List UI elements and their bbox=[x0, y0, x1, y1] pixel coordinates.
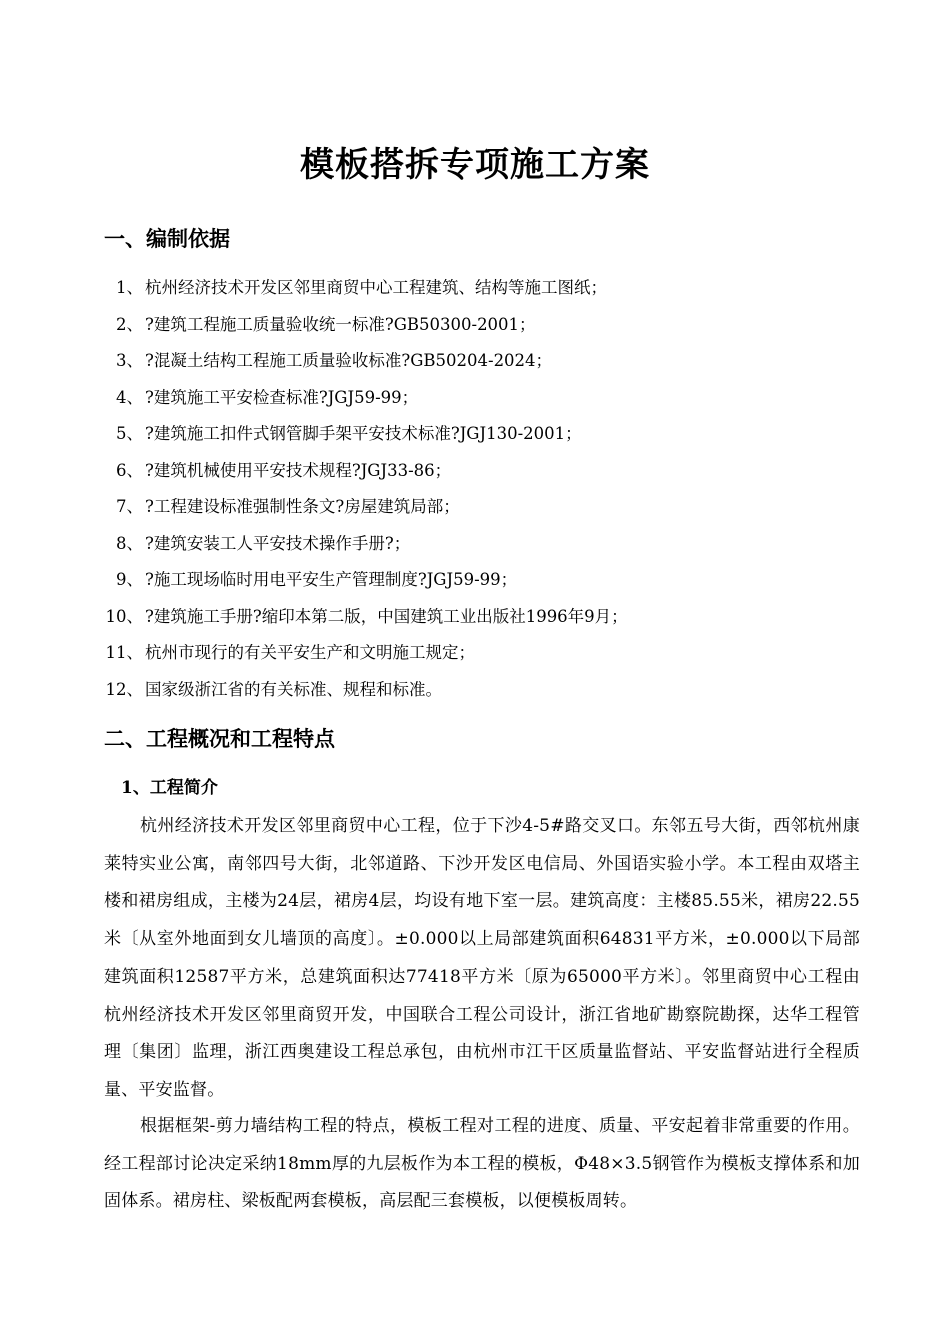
list-item bbox=[0, 274, 950, 311]
list-item-text: ?建筑施工手册?缩印本第二版，中国建筑工业出版社1996年9月； bbox=[145, 606, 628, 626]
list-item-number: 2、 bbox=[116, 314, 143, 334]
list-item-text: ?建筑安装工人平安技术操作手册?； bbox=[145, 533, 411, 553]
list-item-number: 9、 bbox=[116, 570, 143, 589]
list-item-number: 11、 bbox=[105, 643, 143, 662]
list-item bbox=[0, 420, 950, 457]
list-item-text: 杭州经济技术开发区邻里商贸中心工程建筑、结构等施工图纸； bbox=[145, 278, 607, 297]
list-item bbox=[0, 311, 950, 348]
list-item bbox=[0, 493, 950, 530]
list-item bbox=[0, 676, 950, 713]
list-item bbox=[0, 457, 950, 494]
list-item bbox=[0, 603, 950, 640]
list-item-number: 8、 bbox=[116, 533, 143, 553]
list-item-number: 6、 bbox=[116, 460, 143, 480]
subsection-heading-intro: 1、工程简介 bbox=[121, 778, 218, 798]
list-item bbox=[0, 639, 950, 676]
section-heading-overview: 二、工程概况和工程特点 bbox=[104, 726, 335, 751]
list-item bbox=[0, 347, 950, 384]
list-item-text: ?工程建设标准强制性条文?房屋建筑局部； bbox=[145, 497, 460, 516]
list-item-number: 12、 bbox=[105, 679, 143, 699]
list-item-text: ?建筑工程施工质量验收统一标准?GB50300-2001； bbox=[145, 314, 536, 334]
list-item-number: 3、 bbox=[116, 351, 143, 370]
list-item-text: 国家级浙江省的有关标准、规程和标准。 bbox=[145, 679, 442, 699]
list-item-number: 5、 bbox=[116, 424, 143, 443]
section-heading-basis: 一、编制依据 bbox=[104, 226, 230, 251]
paragraph-project-intro: 杭州经济技术开发区邻里商贸中心工程，位于下沙4-5#路交叉口。东邻五号大街，西邻杭州康莱特实业公寓，南邻四号大街，北邻道路、下沙开发区电信局、外国语实验小学。本工程由双塔主楼和裙房组成，主楼为24层，裙房4层，均设有地下室一层。建筑高度：主楼85.55米，裙房22.55米〔从室外地面到女儿墙顶的高度〕。±0.000以上局部建筑面积64831平方米，±0.000以下局部建筑面积12587平方米，总建筑面积达77418平方米〔原为65000平方米〕。邻里商贸中心工程由杭州经济技术开发区邻里商贸开发，中国联合工程公司设计，浙江省地矿勘察院勘探，达华工程管理〔集团〕监理，浙江西奥建设工程总承包，由杭州市江干区质量监督站、平安监督站进行全程质量、平安监督。 bbox=[104, 816, 860, 1100]
list-item-number: 1、 bbox=[116, 278, 143, 297]
list-item-text: ?施工现场临时用电平安生产管理制度?JGJ59-99； bbox=[145, 570, 518, 589]
reference-list bbox=[0, 274, 950, 712]
document-title: 模板搭拆专项施工方案 bbox=[300, 145, 650, 185]
list-item-text: ?建筑施工平安检查标准?JGJ59-99； bbox=[145, 387, 419, 407]
list-item bbox=[0, 384, 950, 421]
list-item-text: 杭州市现行的有关平安生产和文明施工规定； bbox=[145, 643, 475, 662]
paragraph-formwork-approach: 根据框架-剪力墙结构工程的特点，模板工程对工程的进度、质量、平安起着非常重要的作用。经工程部讨论决定采纳18mm厚的九层板作为本工程的模板，Φ48×3.5钢管作为模板支撑体系和加固体系。裙房柱、梁板配两套模板，高层配三套模板，以便模板周转。 bbox=[104, 1116, 860, 1212]
list-item bbox=[0, 566, 950, 603]
list-item-number: 4、 bbox=[116, 387, 143, 407]
list-item-text: ?建筑施工扣件式钢管脚手架平安技术标准?JGJ130-2001； bbox=[145, 424, 582, 443]
list-item-text: ?混凝土结构工程施工质量验收标准?GB50204-2024； bbox=[145, 351, 553, 370]
list-item-number: 7、 bbox=[116, 497, 143, 516]
list-item bbox=[0, 530, 950, 567]
list-item-number: 10、 bbox=[105, 606, 143, 626]
list-item-text: ?建筑机械使用平安技术规程?JGJ33-86； bbox=[145, 460, 452, 480]
